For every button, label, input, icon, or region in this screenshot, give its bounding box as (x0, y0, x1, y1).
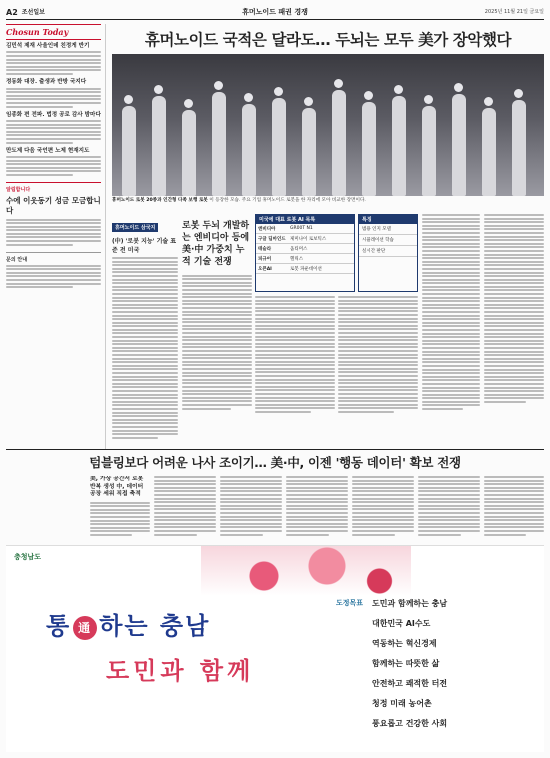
article-col-3 (255, 296, 335, 446)
brief-text (6, 120, 101, 144)
notice-label: 알림합니다 (6, 187, 31, 193)
caption-text: 이 등장한 모습. 주요 기업 휴머노이드 로봇을 한 자리에 모아 비교한 장면이다. (209, 198, 366, 203)
series-kicker: 휴머노이드 삼국지 (112, 223, 158, 232)
table-row: 오픈AI 로봇 파운데이션 (256, 264, 354, 274)
goal-item: 안전하고 쾌적한 터전 (372, 679, 448, 688)
article-text (182, 275, 252, 410)
donation-notice (6, 182, 101, 246)
brief-text (6, 156, 101, 176)
feature-box (358, 214, 418, 292)
info-title: 문의 안내 (6, 256, 28, 263)
goal-item: 청정 미래 농어촌 (372, 699, 432, 708)
table-row: 엔비디아 GR00T N1 (256, 224, 354, 234)
brief-title: 임종화 편 전파. 법정 공로 감사 밤마다 (6, 111, 101, 118)
chosun-today-header: Chosun Today (6, 24, 101, 40)
ai-model-table (255, 214, 355, 292)
brief-title: 만도제 다음 국언편 노제 현재지도 (6, 147, 90, 154)
article-col-5 (422, 214, 480, 446)
table-row: 피규어 헬릭스 (256, 254, 354, 264)
tong-emblem: 通 (73, 616, 97, 640)
goal-item: 함께하는 따뜻한 삶 (372, 659, 440, 668)
feature-item: 시뮬레이션 학습 (359, 235, 417, 246)
second-col-2 (154, 476, 216, 542)
second-headline: 텀블링보다 어려운 나사 조이기… 美·中, 이젠 '행동 데이터' 확보 전쟁 (6, 449, 544, 473)
article-col-1 (112, 214, 178, 446)
article-col-6 (484, 214, 544, 446)
newspaper-name: 조선일보 (21, 8, 45, 16)
brief-title: 김민석 제재 사울인데 친정게 반기 (6, 43, 90, 49)
article-text (255, 296, 335, 413)
info-text (6, 265, 101, 289)
brief-text (6, 88, 101, 108)
page-number: A2 (6, 7, 18, 17)
second-article (6, 476, 544, 542)
article-col-2 (182, 214, 252, 446)
issue-date: 2025년 11월 21일 금요일 (484, 9, 544, 15)
second-col-1 (90, 476, 150, 542)
feature-item: 실시간 판단 (359, 246, 417, 257)
caption-lead: 휴머노이드 로봇 20종과 인간형 다족 보행 로봇 (112, 198, 208, 203)
flower-illustration (201, 546, 411, 596)
brief-item (6, 112, 101, 144)
robots-photo (112, 54, 544, 196)
article-text (112, 257, 178, 439)
page-header (6, 6, 544, 20)
table-row: 테슬라 옵티머스 (256, 244, 354, 254)
ad-slogan-line2: 도민과 함께 (106, 656, 255, 685)
feature-title: 특징 (359, 215, 417, 224)
chungnam-advertisement (6, 545, 544, 752)
table-row: 구글 딥마인드 제미나이 로보틱스 (256, 234, 354, 244)
article-subtitle: (中) '로봇 지능' 기술 표준 전 미국 (112, 238, 177, 254)
main-article (112, 214, 544, 446)
photo-caption (112, 198, 544, 210)
brief-item (6, 43, 101, 75)
left-sidebar (6, 24, 106, 449)
second-col-7 (484, 476, 544, 542)
brief-item (6, 79, 101, 107)
article-text (338, 296, 418, 413)
second-lead: 美, 가상 공간서 로봇 반복 생성 中, 데이터 공장 세워 직접 축적 (90, 476, 144, 498)
info-box (6, 252, 101, 289)
article-text (422, 214, 480, 410)
notice-title: 수에 이웃동기 성금 모금합니다 (6, 196, 101, 215)
ad-slogan-line1: 통 通 하는 충남 (46, 611, 211, 640)
goal-item: 역동하는 혁신경제 (372, 639, 437, 648)
goal-item: 도민과 함께하는 충남 (372, 599, 448, 608)
article-col-4 (338, 296, 418, 446)
chungnam-logo: 충청남도 (14, 553, 42, 561)
goal-item: 풍요롭고 건강한 사회 (372, 719, 448, 728)
brief-item (6, 148, 101, 176)
second-col-3 (220, 476, 282, 542)
notice-text (6, 219, 101, 246)
article-text (484, 214, 544, 403)
goals-label: 도정목표 (336, 599, 364, 607)
section-title: 휴머노이드 패권 경쟁 (242, 8, 308, 16)
feature-item: 범용 인지 모델 (359, 224, 417, 235)
main-headline: 휴머노이드 국적은 달라도… 두뇌는 모두 美가 장악했다 (144, 31, 512, 49)
goal-item: 대한민국 AI수도 (372, 619, 431, 628)
article-deck: 로봇 두뇌 개발하는 엔비디아 등에 美·中 가중치 누적 기술 전쟁 (182, 221, 250, 268)
brief-title: 정동화 대장. 출생과 반방 국지다 (6, 79, 87, 86)
second-col-4 (286, 476, 348, 542)
second-col-5 (352, 476, 414, 542)
table-title: 미국에 대표 로봇 AI 목록 (256, 215, 354, 224)
brief-text (6, 51, 101, 75)
second-col-6 (418, 476, 480, 542)
